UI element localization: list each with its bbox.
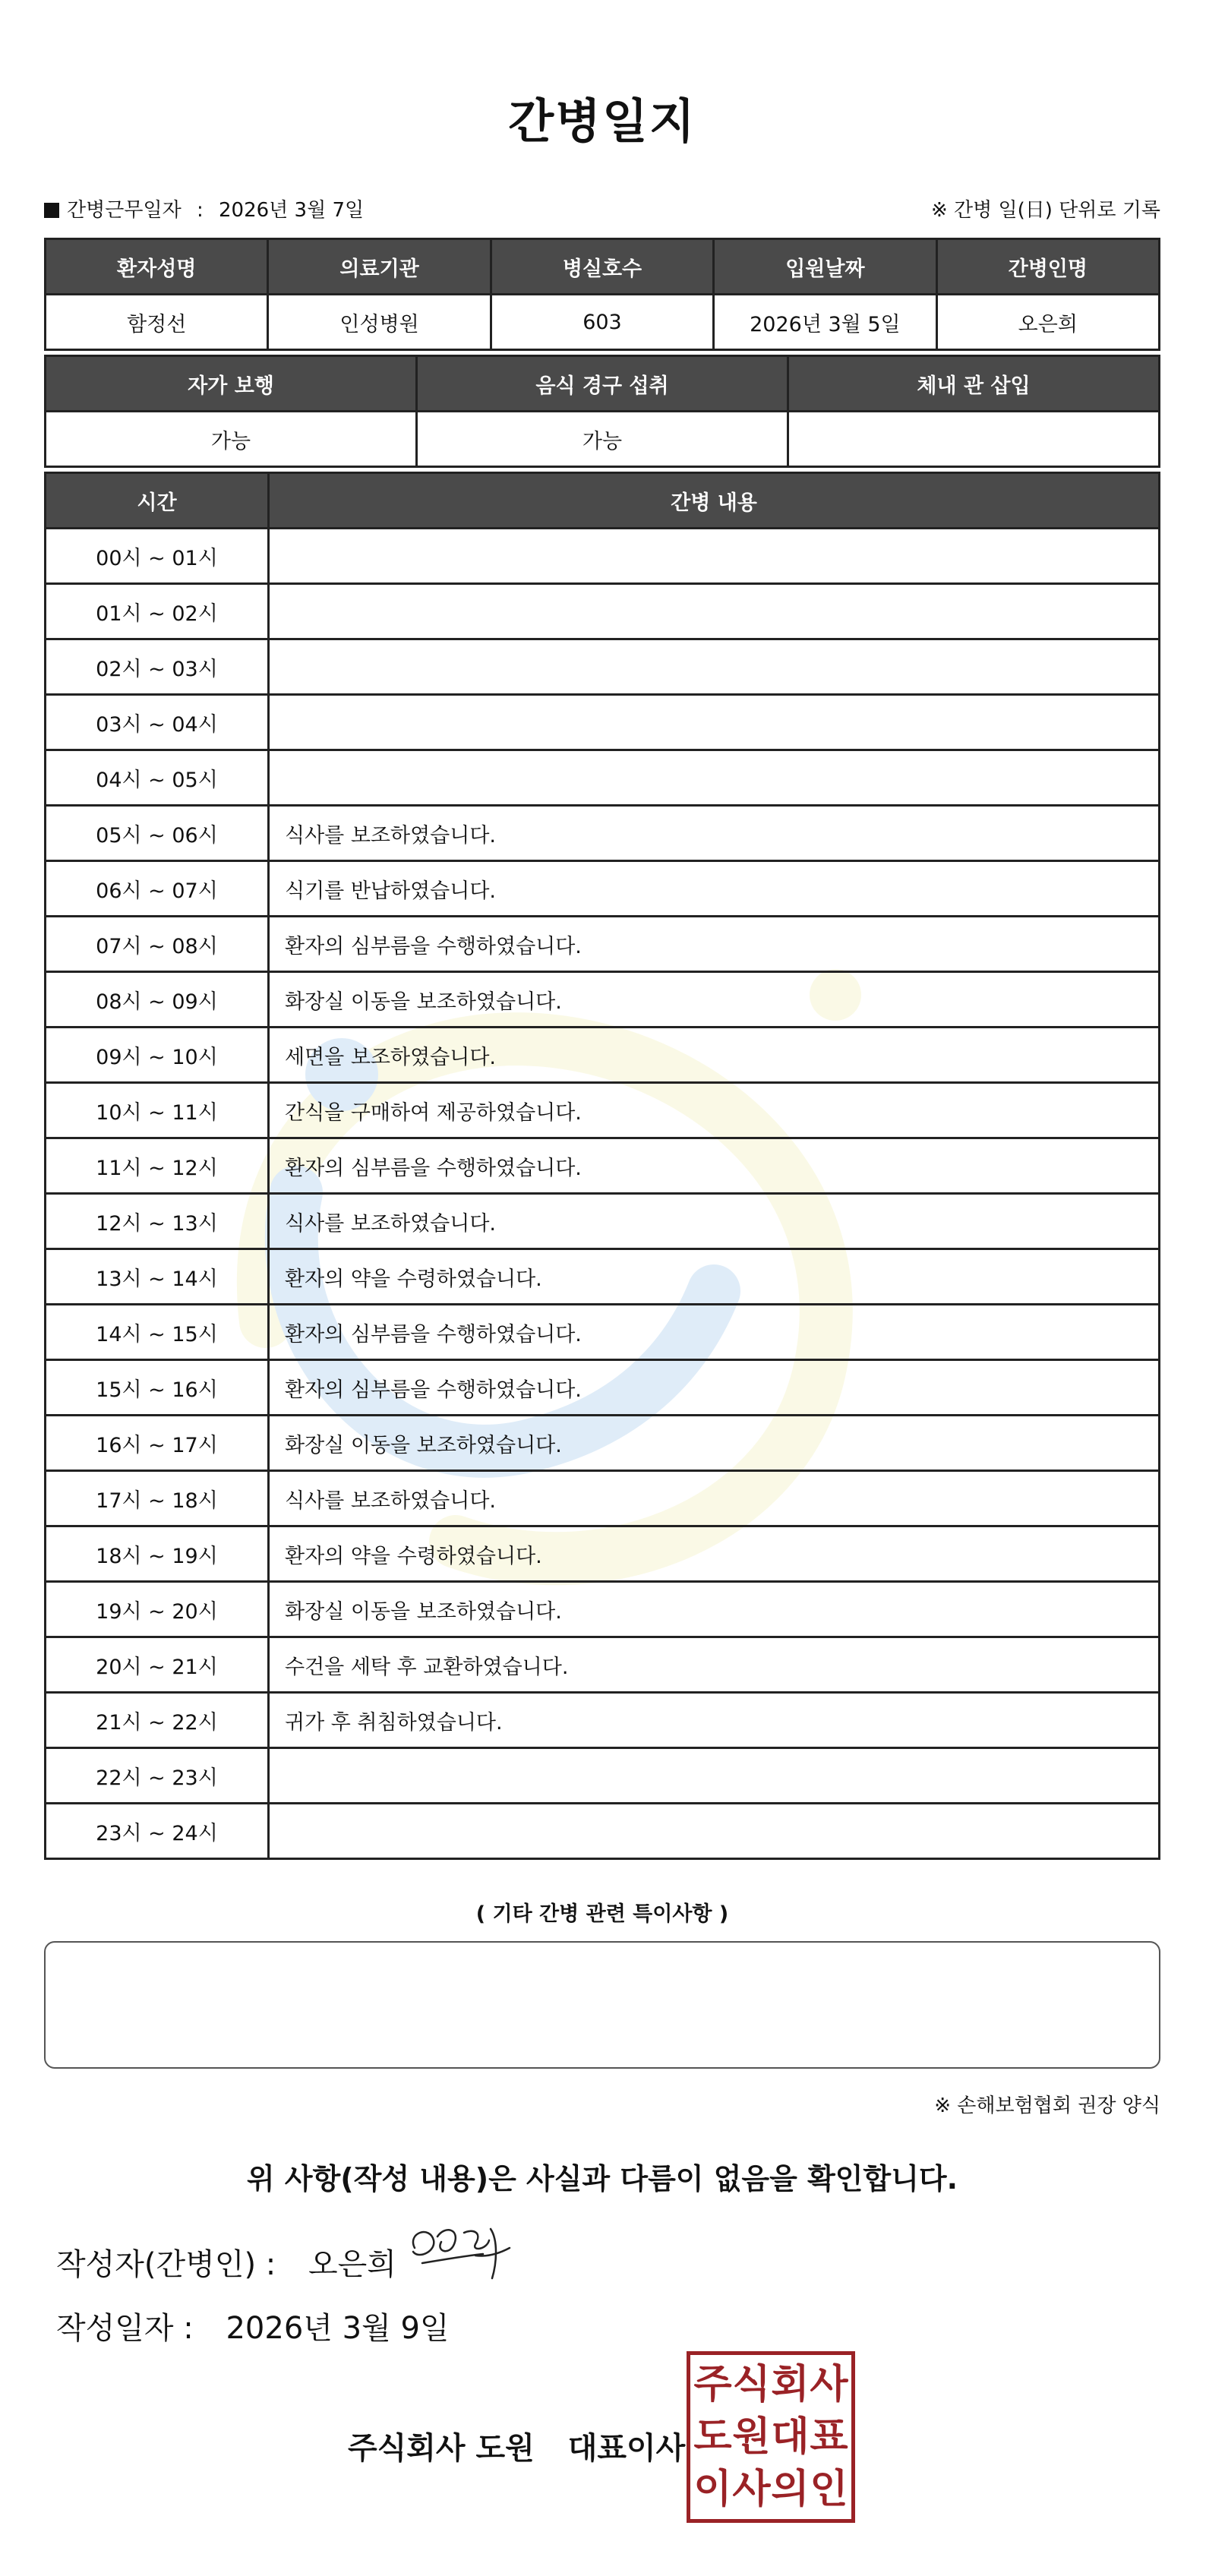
seal-character: 대 <box>771 2413 810 2460</box>
care-content-cell <box>269 1748 1160 1804</box>
time-cell: 08시 ~ 09시 <box>46 972 269 1028</box>
table-row <box>46 639 1160 695</box>
date-label: 작성일자 : <box>56 2311 194 2346</box>
table-row <box>46 1249 1160 1305</box>
time-cell: 20시 ~ 21시 <box>46 1637 269 1693</box>
care-content-cell: 환자의 약을 수령하였습니다. <box>269 1249 1160 1305</box>
ability-table <box>44 355 1160 468</box>
care-content-cell <box>269 1804 1160 1859</box>
room-number: 603 <box>491 295 713 350</box>
seal-character: 인 <box>810 2467 848 2513</box>
care-content-cell <box>269 695 1160 750</box>
table-row <box>46 1416 1160 1471</box>
care-content-cell <box>269 639 1160 695</box>
header-hospital: 의료기관 <box>268 239 491 295</box>
table-row <box>46 1637 1160 1693</box>
time-cell: 05시 ~ 06시 <box>46 806 269 861</box>
time-cell: 04시 ~ 05시 <box>46 750 269 806</box>
company-seal <box>687 2351 855 2523</box>
care-log-body <box>46 529 1160 1859</box>
time-cell: 03시 ~ 04시 <box>46 695 269 750</box>
patient-name: 함정선 <box>46 295 268 350</box>
writer-line <box>56 2240 396 2284</box>
time-cell: 02시 ~ 03시 <box>46 639 269 695</box>
time-cell: 23시 ~ 24시 <box>46 1804 269 1859</box>
table-row <box>46 1138 1160 1194</box>
table-row <box>46 295 1160 350</box>
table-row <box>46 1471 1160 1526</box>
tube-insertion <box>788 412 1160 467</box>
table-row <box>46 1693 1160 1748</box>
care-content-cell: 화장실 이동을 보조하였습니다. <box>269 972 1160 1028</box>
representative-title: 대표이사 <box>567 2431 686 2466</box>
time-cell: 11시 ~ 12시 <box>46 1138 269 1194</box>
time-cell: 15시 ~ 16시 <box>46 1360 269 1416</box>
header-self-walking: 자가 보행 <box>46 356 417 412</box>
table-row <box>46 1526 1160 1582</box>
table-row <box>46 1804 1160 1859</box>
work-date <box>44 194 364 223</box>
table-row <box>46 695 1160 750</box>
work-date-separator: : <box>196 199 204 222</box>
date-line <box>56 2304 450 2347</box>
page-title: 간병일지 <box>508 93 696 149</box>
table-row <box>46 1582 1160 1637</box>
table-header-row <box>46 473 1160 529</box>
work-date-label: 간병근무일자 <box>67 199 182 222</box>
seal-character: 도 <box>693 2413 732 2460</box>
table-row <box>46 750 1160 806</box>
care-content-cell: 환자의 심부름을 수행하였습니다. <box>269 1360 1160 1416</box>
company-name: 주식회사 도원 <box>348 2431 535 2466</box>
seal-character: 표 <box>810 2413 848 2460</box>
header-time: 시간 <box>46 473 269 529</box>
care-content-cell: 간식을 구매하여 제공하였습니다. <box>269 1083 1160 1138</box>
date-value: 2026년 3월 9일 <box>226 2311 450 2346</box>
self-walking: 가능 <box>46 412 417 467</box>
time-cell: 09시 ~ 10시 <box>46 1028 269 1083</box>
table-row <box>46 1083 1160 1138</box>
time-cell: 21시 ~ 22시 <box>46 1693 269 1748</box>
seal-character: 주 <box>693 2361 732 2407</box>
header-room: 병실호수 <box>491 239 713 295</box>
table-row <box>46 1194 1160 1249</box>
table-row <box>46 412 1160 467</box>
care-content-cell: 수건을 세탁 후 교환하였습니다. <box>269 1637 1160 1693</box>
table-row <box>46 1360 1160 1416</box>
care-content-cell: 화장실 이동을 보조하였습니다. <box>269 1416 1160 1471</box>
header-oral-intake: 음식 경구 섭취 <box>417 356 788 412</box>
hospital: 인성병원 <box>268 295 491 350</box>
confirmation-statement: 위 사항(작성 내용)은 사실과 다름이 없음을 확인합니다. <box>246 2162 958 2196</box>
care-content-cell: 식기를 반납하였습니다. <box>269 861 1160 917</box>
seal-character: 사 <box>732 2467 771 2513</box>
table-header-row <box>46 239 1160 295</box>
signature <box>399 2218 521 2286</box>
seal-character: 사 <box>810 2361 848 2407</box>
header-caregiver: 간병인명 <box>936 239 1159 295</box>
care-content-cell: 화장실 이동을 보조하였습니다. <box>269 1582 1160 1637</box>
time-cell: 18시 ~ 19시 <box>46 1526 269 1582</box>
special-notes-title: ( 기타 간병 관련 특이사항 ) <box>475 1902 729 1926</box>
care-content-cell: 귀가 후 취침하였습니다. <box>269 1693 1160 1748</box>
header-care-content: 간병 내용 <box>269 473 1160 529</box>
seal-character: 회 <box>771 2361 810 2407</box>
square-bullet-icon <box>44 203 59 218</box>
writer-name: 오은희 <box>308 2247 396 2282</box>
header-tube-insertion: 체내 관 삽입 <box>788 356 1160 412</box>
table-row <box>46 917 1160 972</box>
table-row <box>46 529 1160 584</box>
work-date-value: 2026년 3월 7일 <box>219 199 365 222</box>
header-patient-name: 환자성명 <box>46 239 268 295</box>
care-content-cell: 식사를 보조하였습니다. <box>269 1471 1160 1526</box>
care-content-cell: 식사를 보조하였습니다. <box>269 1194 1160 1249</box>
seal-character: 의 <box>771 2467 810 2513</box>
time-cell: 13시 ~ 14시 <box>46 1249 269 1305</box>
table-row <box>46 861 1160 917</box>
time-cell: 14시 ~ 15시 <box>46 1305 269 1360</box>
writer-label: 작성자(간병인) : <box>56 2247 276 2282</box>
caregiver-name: 오은희 <box>936 295 1159 350</box>
time-cell: 07시 ~ 08시 <box>46 917 269 972</box>
care-content-cell <box>269 529 1160 584</box>
record-note: ※ 간병 일(日) 단위로 기록 <box>930 199 1160 222</box>
care-content-cell: 환자의 심부름을 수행하였습니다. <box>269 1305 1160 1360</box>
care-content-cell: 환자의 약을 수령하였습니다. <box>269 1526 1160 1582</box>
time-cell: 10시 ~ 11시 <box>46 1083 269 1138</box>
seal-character: 식 <box>732 2361 771 2407</box>
time-cell: 06시 ~ 07시 <box>46 861 269 917</box>
seal-character: 원 <box>732 2413 771 2460</box>
time-cell: 01시 ~ 02시 <box>46 584 269 639</box>
patient-info-table <box>44 238 1160 351</box>
header-admission-date: 입원날짜 <box>714 239 936 295</box>
time-cell: 17시 ~ 18시 <box>46 1471 269 1526</box>
time-cell: 22시 ~ 23시 <box>46 1748 269 1804</box>
table-row <box>46 972 1160 1028</box>
table-row <box>46 1305 1160 1360</box>
care-content-cell: 환자의 심부름을 수행하였습니다. <box>269 1138 1160 1194</box>
recommend-note: ※ 손해보험협회 권장 양식 <box>934 2095 1160 2117</box>
company-line <box>348 2424 685 2467</box>
care-content-cell <box>269 584 1160 639</box>
table-header-row <box>46 356 1160 412</box>
time-cell: 16시 ~ 17시 <box>46 1416 269 1471</box>
table-row <box>46 584 1160 639</box>
care-content-cell: 환자의 심부름을 수행하였습니다. <box>269 917 1160 972</box>
care-content-cell <box>269 750 1160 806</box>
time-cell: 00시 ~ 01시 <box>46 529 269 584</box>
care-content-cell: 식사를 보조하였습니다. <box>269 806 1160 861</box>
admission-date: 2026년 3월 5일 <box>714 295 936 350</box>
table-row <box>46 806 1160 861</box>
table-row <box>46 1028 1160 1083</box>
time-cell: 19시 ~ 20시 <box>46 1582 269 1637</box>
time-cell: 12시 ~ 13시 <box>46 1194 269 1249</box>
care-log-table <box>44 472 1160 1860</box>
oral-intake: 가능 <box>417 412 788 467</box>
table-row <box>46 1748 1160 1804</box>
care-content-cell: 세면을 보조하였습니다. <box>269 1028 1160 1083</box>
special-notes-box <box>44 1941 1160 2069</box>
seal-character: 이 <box>693 2467 732 2513</box>
